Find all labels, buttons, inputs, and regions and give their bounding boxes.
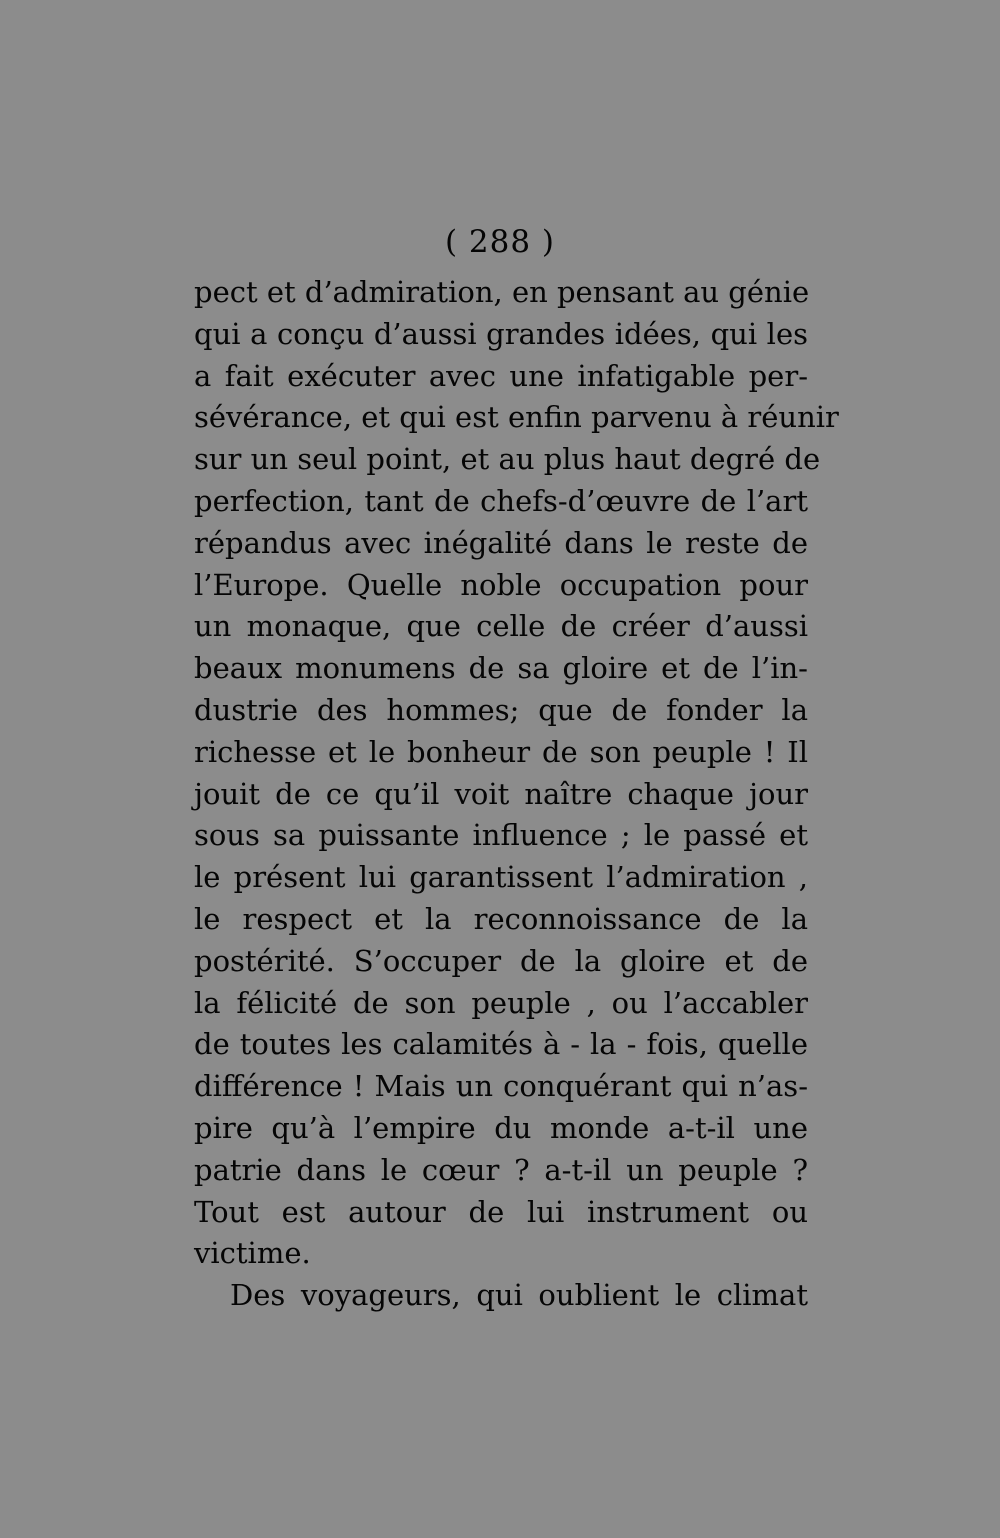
text-line: richesse et le bonheur de son peuple ! Il — [194, 734, 808, 769]
text-line: jouit de ce qu’il voit naître chaque jour — [194, 776, 808, 811]
text-line: sous sa puissante influence ; le passé et — [194, 818, 808, 853]
text-line: postérité. S’occuper de la gloire et de — [194, 943, 808, 978]
text-line: de toutes les calamités à - la - fois, quelle — [194, 1027, 808, 1062]
text-line: beaux monumens de sa gloire et de l’in- — [194, 651, 808, 686]
text-line: un monaque, que celle de créer d’aussi — [194, 609, 808, 644]
body-text — [194, 272, 839, 1317]
text-line: répandus avec inégalité dans le reste de — [194, 525, 808, 560]
text-line: dustrie des hommes; que de fonder la — [194, 692, 808, 727]
text-line: perfection, tant de chefs-d’œuvre de l’art — [194, 483, 808, 518]
text-line: différence ! Mais un conquérant qui n’as- — [194, 1069, 808, 1104]
text-line: le respect et la reconnoissance de la — [194, 901, 808, 936]
text-line: patrie dans le cœur ? a-t-il un peuple ? — [194, 1152, 808, 1187]
text-line: pire qu’à l’empire du monde a-t-il une — [194, 1110, 808, 1145]
text-line: le présent lui garantissent l’admiration , — [194, 860, 808, 895]
text-line: a fait exécuter avec une infatigable per- — [194, 358, 808, 393]
text-line: pect et d’admiration, en pensant au génie — [194, 275, 810, 309]
text-line: l’Europe. Quelle noble occupation pour — [194, 567, 808, 602]
text-line: sur un seul point, et au plus haut degré de — [194, 442, 821, 477]
paragraph-end-line: victime. — [194, 1236, 311, 1271]
page-number: ( 288 ) — [444, 224, 556, 260]
text-line: qui a conçu d’aussi grandes idées, qui les — [194, 316, 808, 351]
paragraph-start-line: Des voyageurs, qui oublient le climat — [230, 1278, 808, 1313]
text-line: sévérance, et qui est enfin parvenu à réunir — [194, 400, 839, 435]
text-line: la félicité de son peuple , ou l’accabler — [194, 985, 808, 1020]
text-line: Tout est autour de lui instrument ou — [194, 1194, 808, 1229]
